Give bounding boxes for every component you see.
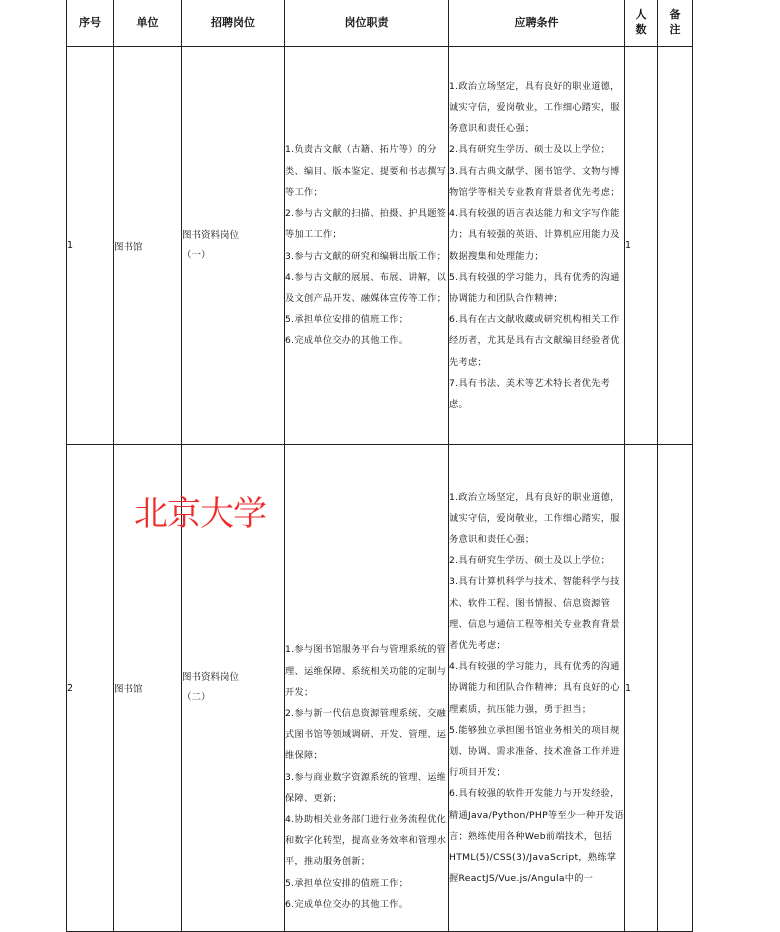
row-remarks	[658, 445, 693, 932]
table-row	[67, 47, 693, 445]
row-count: 1	[625, 47, 658, 445]
row-no: 2	[67, 445, 114, 932]
row-no: 1	[67, 47, 114, 445]
row-requirements	[449, 47, 625, 445]
row-position: 图书资料岗位 （二）	[182, 445, 285, 932]
header-row	[67, 0, 693, 47]
requirement-item: 5.具有较强的学习能力，具有优秀的沟通协调能力和团队合作精神；	[449, 271, 620, 304]
header-count: 人数	[625, 0, 658, 47]
header-requirements: 应聘条件	[449, 0, 625, 47]
requirement-item: 1.政治立场坚定，具有良好的职业道德，诚实守信，爱岗敬业，工作细心踏实，服务意识和责任心强；	[449, 80, 620, 135]
requirement-item: 5.能够独立承担图书馆业务相关的项目规划、协调、需求准备、技术准备工作并进行项目开发；	[449, 724, 620, 779]
requirement-item: 1.政治立场坚定，具有良好的职业道德，诚实守信，爱岗敬业，工作细心踏实，服务意识和责任心强；	[449, 491, 620, 545]
requirement-item: 3.具有古典文献学、图书馆学、文物与博物馆学等相关专业教育背景者优先考虑；	[449, 165, 620, 198]
recruitment-table	[66, 0, 693, 932]
header-no: 序号	[67, 0, 114, 47]
header-position: 招聘岗位	[182, 0, 285, 47]
requirement-item: 7.具有书法、美术等艺术特长者优先考虑。	[449, 377, 611, 410]
requirement-item: 3.具有计算机科学与技术、智能科学与技术、软件工程、图书情报、信息资源管理、信息与通信工程等相关专业教育背景者优先考虑；	[449, 576, 620, 651]
row-remarks	[658, 47, 693, 445]
requirement-item: 6.具有较强的软件开发能力与开发经验，精通Java/Python/PHP等至少一种开发语言；熟练使用各种Web前端技术，包括HTML(5)/CSS(3)/JavaScript，熟练掌握ReactJS/Vue.js/Angula中的一	[449, 788, 624, 885]
row-count: 1	[625, 445, 658, 932]
requirement-item: 4.具有较强的学习能力，具有优秀的沟通协调能力和团队合作精神；具有良好的心理素质，抗压能力强，勇于担当；	[449, 661, 620, 715]
row-position: 图书资料岗位 （一）	[182, 47, 285, 445]
requirement-item: 6.具有在古文献收藏或研究机构相关工作经历者，尤其是具有古文献编目经验者优先考虑；	[449, 314, 620, 368]
requirement-item: 4.具有较强的语言表达能力和文字写作能力；具有较强的英语、计算机应用能力及数据搜集和处理能力；	[449, 208, 620, 262]
row-requirements	[449, 445, 625, 932]
duty-item: 6.完成单位交办的其他工作。	[285, 335, 409, 347]
duty-item: 2.参与古文献的扫描、拍摄、护具题签等加工工作；	[285, 208, 447, 241]
watermark: 北京大学	[134, 494, 266, 534]
requirement-item: 2.具有研究生学历、硕士及以上学位；	[449, 144, 611, 156]
row-unit: 图书馆	[114, 47, 182, 445]
duty-item: 5.承担单位安排的值班工作；	[285, 314, 409, 326]
row-duties	[285, 445, 449, 932]
duty-item: 1.参与图书馆服务平台与管理系统的管理、运维保障、系统相关功能的定制与开发；	[285, 644, 447, 698]
duty-item: 3.参与古文献的研究和编辑出版工作；	[285, 250, 447, 262]
duty-item: 3.参与商业数字资源系统的管理、运维保障、更新；	[285, 771, 447, 804]
duty-item: 4.参与古文献的展展、布展、讲解，以及文创产品开发、融媒体宣传等工作；	[285, 271, 447, 304]
row-unit: 图书馆	[114, 445, 182, 932]
header-unit: 单位	[114, 0, 182, 47]
duty-item: 2.参与新一代信息资源管理系统、交融式图书馆等领域调研、开发、管理、运维保障；	[285, 707, 447, 762]
duty-item: 6.完成单位交办的其他工作。	[285, 898, 409, 910]
header-remarks: 备注	[658, 0, 693, 47]
row-duties	[285, 47, 449, 445]
duty-item: 4.协助相关业务部门进行业务流程优化和数字化转型，提高业务效率和管理水平，推动服务创新；	[285, 813, 447, 868]
duty-item: 1.负责古文献（古籍、拓片等）的分类、编目、版本鉴定、提要和书志撰写等工作；	[285, 144, 447, 198]
requirement-item: 2.具有研究生学历、硕士及以上学位；	[449, 555, 611, 567]
duty-item: 5.承担单位安排的值班工作；	[285, 877, 409, 889]
header-duties: 岗位职责	[285, 0, 449, 47]
